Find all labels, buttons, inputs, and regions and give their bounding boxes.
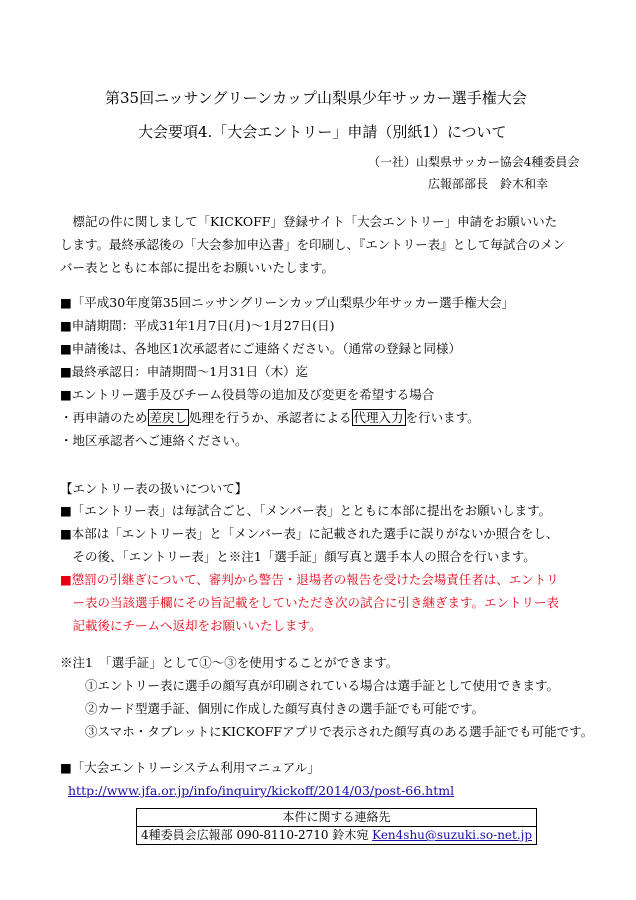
intro-line-3: バー表とともに本部に提出をお願いいたします。 (60, 260, 335, 275)
entry-line-3: その後、「エントリー表」と※注1「選手証」顔写真と選手本人の照合を行います。 (60, 549, 536, 564)
author: 広報部部長 鈴木和幸 (428, 177, 549, 191)
title-line-2: 大会要項4.「大会エントリー」申請（別紙1）について (138, 123, 507, 141)
title-line-1: 第35回ニッサングリーンカップ山梨県少年サッカー選手権大会 (105, 89, 527, 107)
manual-link[interactable]: http://www.jfa.or.jp/info/inquiry/kickoff/2014/03/post-66.html (68, 783, 455, 798)
penalty-line-1: ■懲罰の引継ぎについて、審判から警告・退場者の報告を受けた会場責任者は、エントリ (60, 572, 559, 587)
contact-body (137, 827, 537, 845)
contact-table (136, 808, 537, 845)
note-line-2: ①エントリー表に選手の顔写真が印刷されている場合は選手証として使用できます。 (60, 678, 560, 693)
proxy-input-box: 代理入力 (353, 410, 404, 425)
bullet-tournament: ■「平成30年度第35回ニッサングリーンカップ山梨県少年サッカー選手権大会」 (60, 295, 515, 310)
intro-line-2: します。最終承認後の「大会参加申込書」を印刷し、『エントリー表』として毎試合のメン (60, 237, 566, 252)
bullet-after-apply: ■申請後は、各地区1次承認者にご連絡ください。（通常の登録と同様） (60, 341, 462, 356)
entry-heading: 【エントリー表の扱いについて】 (60, 481, 248, 496)
intro-line-1: 標記の件に関しまして「KICKOFF」登録サイト「大会エントリー」申請をお願いいた (60, 214, 558, 229)
resubmit-pre: ・再申請のため (60, 410, 148, 425)
note-line-3: ②カード型選手証、個別に作成した顔写真付きの選手証でも可能です。 (60, 701, 485, 716)
contact-phone: 4種委員会広報部 090-8110-2710 鈴木宛 (141, 828, 373, 842)
manual-title: ■「大会エントリーシステム利用マニュアル」 (60, 760, 320, 775)
resubmit-post: を行います。 (405, 410, 480, 425)
bullet-period: ■申請期間：平成31年1月7日(月)～1月27日(日) (60, 318, 335, 333)
resubmit-mid: 処理を行うか、承認者による (189, 410, 352, 425)
sendback-box: 差戻し (149, 410, 188, 425)
note-line-1: ※注1 「選手証」として①～③を使用することができます。 (60, 655, 399, 670)
penalty-line-3: 記載後にチームへ返却をお願いいたします。 (60, 618, 322, 633)
bullet-final-approval: ■最終承認日：申請期間～1月31日（木）迄 (60, 364, 309, 379)
entry-line-2: ■本部は「エントリー表」と「メンバー表」に記載された選手に誤りがないか照合をし、 (60, 526, 559, 541)
bullet-changes: ■エントリー選手及びチーム役員等の追加及び変更を希望する場合 (60, 387, 435, 402)
contact-email-link[interactable]: Ken4shu@suzuki.so-net.jp (372, 828, 533, 842)
resubmit-line (60, 410, 480, 426)
contact-header: 本件に関する連絡先 (137, 809, 537, 827)
entry-line-1: ■「エントリー表」は毎試合ごと、「メンバー表」とともに本部に提出をお願いします。 (60, 503, 552, 518)
penalty-line-2: ー表の当該選手欄にその旨記載をしていただき次の試合に引き継ぎます。エントリー表 (60, 595, 560, 610)
note-line-4: ③スマホ・タブレットにKICKOFFアプリで表示された顔写真のある選手証でも可能です。 (60, 724, 594, 739)
organization: （一社）山梨県サッカー協会4種委員会 (368, 155, 580, 169)
contact-district: ・地区承認者へご連絡ください。 (60, 433, 248, 448)
